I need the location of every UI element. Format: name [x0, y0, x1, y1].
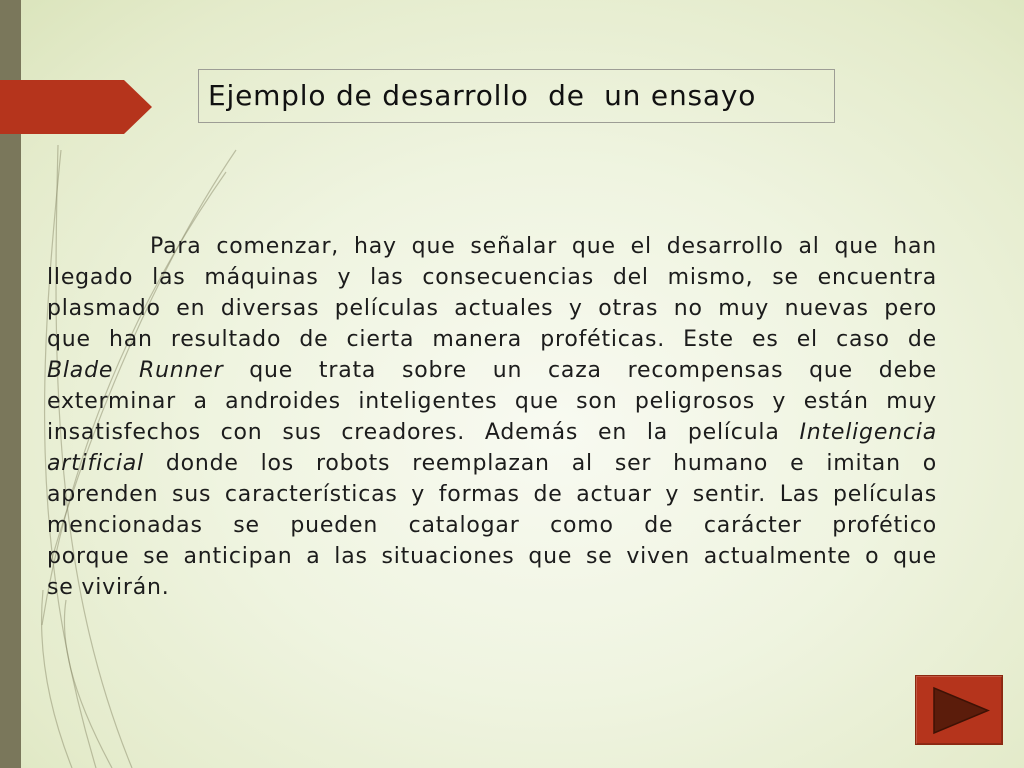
film-title: artificial: [47, 451, 144, 476]
paragraph-line: [47, 293, 937, 324]
paragraph-line: [47, 448, 937, 479]
line-text: exterminar a androides inteligentes que son peligrosos y están muy: [47, 389, 937, 414]
body-paragraph: [47, 231, 937, 603]
paragraph-line: [47, 324, 937, 355]
line-text: llegado las máquinas y las consecuencias del mismo, se encuentra: [47, 265, 937, 290]
line-text: que han resultado de cierta manera proféticas. Este es el caso de: [47, 327, 937, 352]
paragraph-line: [47, 355, 937, 386]
line-text: insatisfechos con sus creadores. Además en la película: [47, 420, 800, 445]
line-text: se vivirán.: [47, 575, 170, 600]
next-arrow-icon: [916, 676, 1002, 744]
title-box: [198, 69, 835, 123]
paragraph-line: [47, 479, 937, 510]
line-text: porque se anticipan a las situaciones que se viven actualmente o que: [47, 544, 937, 569]
paragraph-line: [47, 541, 937, 572]
slide-title: Ejemplo de desarrollo de un ensayo: [208, 79, 757, 112]
title-arrow-marker: [0, 78, 156, 138]
film-title: Blade Runner: [47, 358, 224, 383]
line-text: plasmado en diversas películas actuales y otras no muy nuevas pero: [47, 296, 937, 321]
line-text: Para comenzar, hay que señalar que el desarrollo al que han: [150, 234, 937, 259]
wisp-line: [42, 590, 72, 768]
paragraph-line: [47, 572, 937, 603]
next-slide-button[interactable]: [915, 675, 1003, 745]
film-title: Inteligencia: [799, 420, 937, 445]
paragraph-line: [47, 231, 937, 262]
paragraph-line: [47, 417, 937, 448]
line-text: mencionadas se pueden catalogar como de carácter profético: [47, 513, 937, 538]
line-text: que trata sobre un caza recompensas que debe: [223, 358, 937, 383]
paragraph-line: [47, 510, 937, 541]
paragraph-line: [47, 262, 937, 293]
line-text: donde los robots reemplazan al ser humano e imitan o: [143, 451, 937, 476]
line-text: aprenden sus características y formas de actuar y sentir. Las películas: [47, 482, 937, 507]
paragraph-line: [47, 386, 937, 417]
